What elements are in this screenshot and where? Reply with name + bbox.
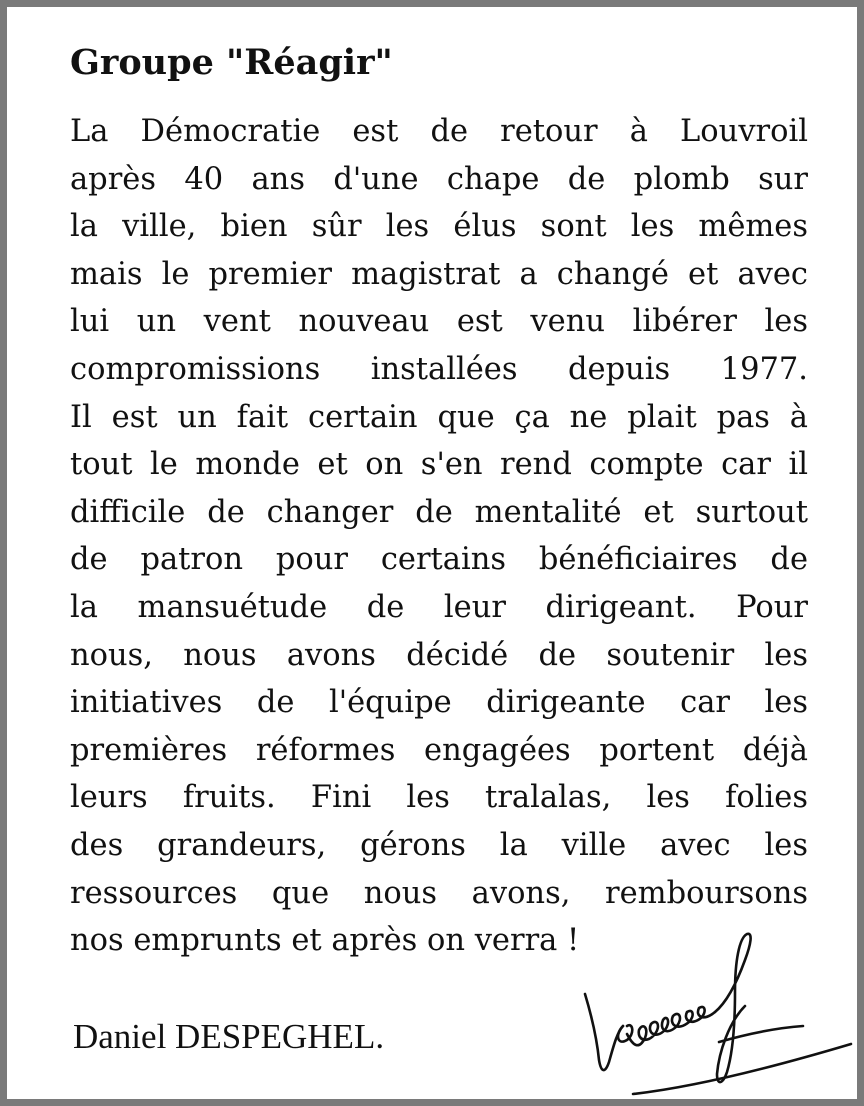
body-line: difficile de changer de mentalité et surtout	[70, 494, 808, 530]
body-line: La Démocratie est de retour à Louvroil	[70, 114, 808, 149]
body-line: nous, nous avons décidé de soutenir les	[70, 637, 808, 673]
body-line: mais le premier magistrat a changé et avec	[70, 256, 808, 292]
body-line: nos emprunts et après on verra !	[70, 923, 580, 959]
article-body	[70, 108, 808, 965]
body-line: tout le monde et on s'en rend compte car il	[70, 447, 808, 483]
body-line: de patron pour certains bénéficiaires de	[70, 542, 808, 578]
body-line: initiatives de l'équipe dirigeante car les	[70, 685, 808, 721]
body-line: leurs fruits. Fini les tralalas, les folies	[70, 780, 808, 816]
body-line: la mansuétude de leur dirigeant. Pour	[70, 589, 808, 625]
signer-name: Daniel DESPEGHEL.	[73, 1017, 385, 1056]
article-title: Groupe "Réagir"	[70, 42, 393, 83]
body-line: lui un vent nouveau est venu libérer les	[70, 304, 808, 340]
body-line: des grandeurs, gérons la ville avec les	[70, 827, 808, 863]
body-line: la ville, bien sûr les élus sont les mêmes	[70, 209, 808, 245]
body-line: Il est un fait certain que ça ne plait pas à	[70, 399, 808, 435]
body-line: premières réformes engagées portent déjà	[70, 732, 808, 768]
body-line: après 40 ans d'une chape de plomb sur	[70, 161, 808, 197]
body-line: ressources que nous avons, remboursons	[70, 875, 808, 911]
handwritten-signature-icon	[577, 922, 862, 1102]
body-line: compromissions installées depuis 1977.	[70, 351, 808, 387]
